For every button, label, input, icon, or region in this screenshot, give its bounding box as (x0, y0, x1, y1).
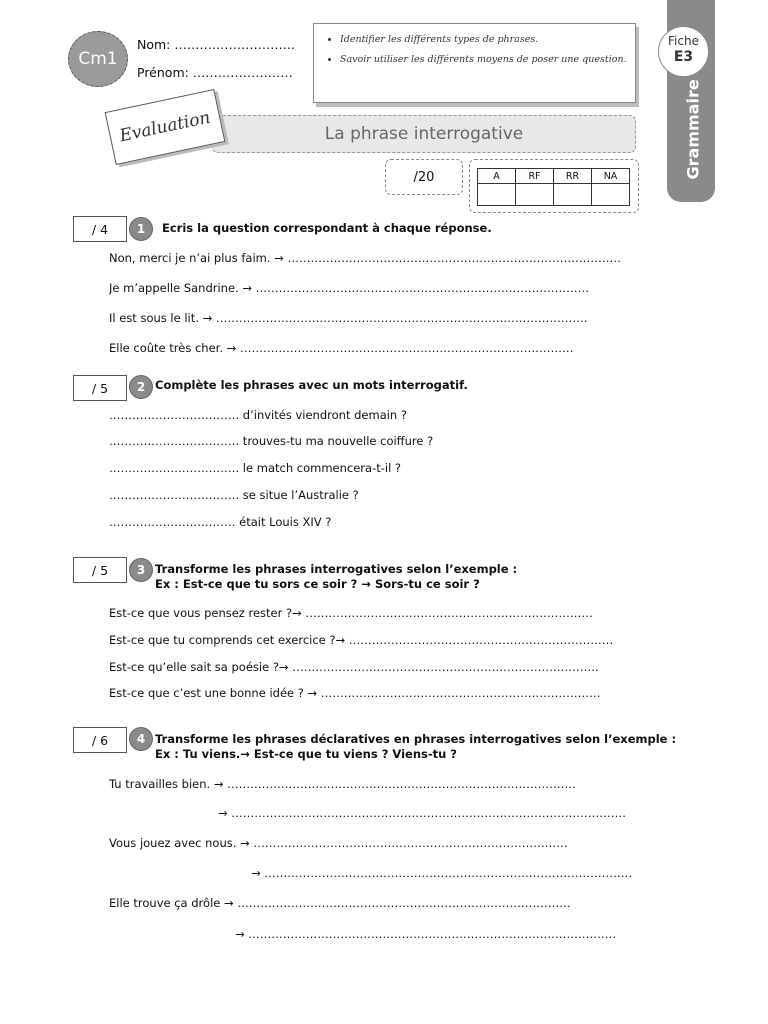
answer-line[interactable]: Elle trouve ça drôle → …………………………………………………………………………… (109, 896, 571, 910)
exercise-2-number: 2 (129, 375, 153, 399)
grade-grid (469, 159, 639, 213)
exercise-3-instruction: Transforme les phrases interrogatives selon l’exemple : (155, 562, 518, 576)
answer-line[interactable]: …………………………… était Louis XIV ? (109, 515, 332, 529)
grade-column-header: A (478, 169, 516, 184)
exercise-3-points[interactable]: / 5 (73, 557, 127, 583)
answer-line[interactable]: ……………………………. d’invités viendront demain ? (109, 408, 407, 422)
exercise-2-instruction: Complète les phrases avec un mots interrogatif. (155, 378, 468, 392)
page-title: La phrase interrogative (212, 115, 636, 153)
exercise-4-example: Ex : Tu viens.→ Est-ce que tu viens ? Viens-tu ? (155, 747, 457, 761)
fiche-label: Fiche (668, 34, 699, 48)
answer-line[interactable]: ……………………………. se situe l’Australie ? (109, 488, 359, 502)
grade-column-header: RF (516, 169, 554, 184)
answer-line[interactable]: Est-ce que c’est une bonne idée ? → ………………………………………………………………. (109, 686, 601, 700)
grade-cell[interactable] (554, 184, 592, 206)
exercise-4-number: 4 (129, 727, 153, 751)
fiche-code: E3 (673, 49, 694, 65)
objectives-box (313, 23, 636, 103)
answer-line[interactable]: Elle coûte très cher. → …………………………………………………………………………… (109, 341, 574, 355)
answer-line[interactable]: Est-ce que tu comprends cet exercice ?→ …………………………………………………………… (109, 633, 614, 647)
grade-column-header: RR (554, 169, 592, 184)
answer-line[interactable]: Non, merci je n’ai plus faim. → …………………………………………………………………………… (109, 251, 621, 265)
answer-line[interactable]: ……………………………. trouves-tu ma nouvelle coiffure ? (109, 434, 434, 448)
total-score: /20 (385, 159, 463, 195)
exercise-1-instruction: Ecris la question correspondant à chaque réponse. (162, 221, 492, 235)
answer-line[interactable]: Est-ce que vous pensez rester ?→ ………………………………………………………………… (109, 606, 593, 620)
exercise-4-points[interactable]: / 6 (73, 727, 127, 753)
answer-line[interactable]: Est-ce qu’elle sait sa poésie ?→ …………………………………………………………………….. (109, 660, 599, 674)
exercise-3-number: 3 (129, 558, 153, 582)
answer-line[interactable]: → …………………………………………………………………………………… (251, 866, 633, 880)
grade-cell[interactable] (592, 184, 630, 206)
exercise-2-points[interactable]: / 5 (73, 375, 127, 401)
exercise-4-instruction: Transforme les phrases déclaratives en phrases interrogatives selon l’exemple : (155, 732, 677, 746)
answer-line[interactable]: Vous jouez avec nous. → ………………………………………………………………………. (109, 836, 568, 850)
firstname-field[interactable]: Prénom: …………………… (137, 65, 293, 80)
subject-tab-label: Grammaire (683, 79, 703, 180)
exercise-1-number: 1 (129, 217, 153, 241)
answer-line[interactable]: ……………………………. le match commencera-t-il ? (109, 461, 402, 475)
exercise-3-example: Ex : Est-ce que tu sors ce soir ? → Sors-tu ce soir ? (155, 577, 480, 591)
evaluation-badge: Evaluation (105, 89, 226, 165)
grade-cell[interactable] (478, 184, 516, 206)
objective-item: • Identifier les différents types de phrases. (340, 30, 635, 50)
name-field[interactable]: Nom: ……………………….. (137, 37, 295, 52)
objective-item: • Savoir utiliser les différents moyens de poser une question. (340, 50, 635, 70)
grade-cell[interactable] (516, 184, 554, 206)
exercise-1-points[interactable]: / 4 (73, 216, 127, 242)
level-badge: Cm1 (68, 31, 128, 87)
grade-column-header: NA (592, 169, 630, 184)
answer-line[interactable]: → …………………………………………………………………………………… (235, 927, 617, 941)
answer-line[interactable]: Tu travailles bien. → ………………………………………………………………………………. (109, 777, 576, 791)
fiche-badge (658, 26, 709, 77)
answer-line[interactable]: → …………………………………………………………………………………………. (218, 806, 626, 820)
answer-line[interactable]: Je m’appelle Sandrine. → …………………………………………………………………………… (109, 281, 590, 295)
answer-line[interactable]: Il est sous le lit. → ……………………………………………………………………………………. (109, 311, 588, 325)
